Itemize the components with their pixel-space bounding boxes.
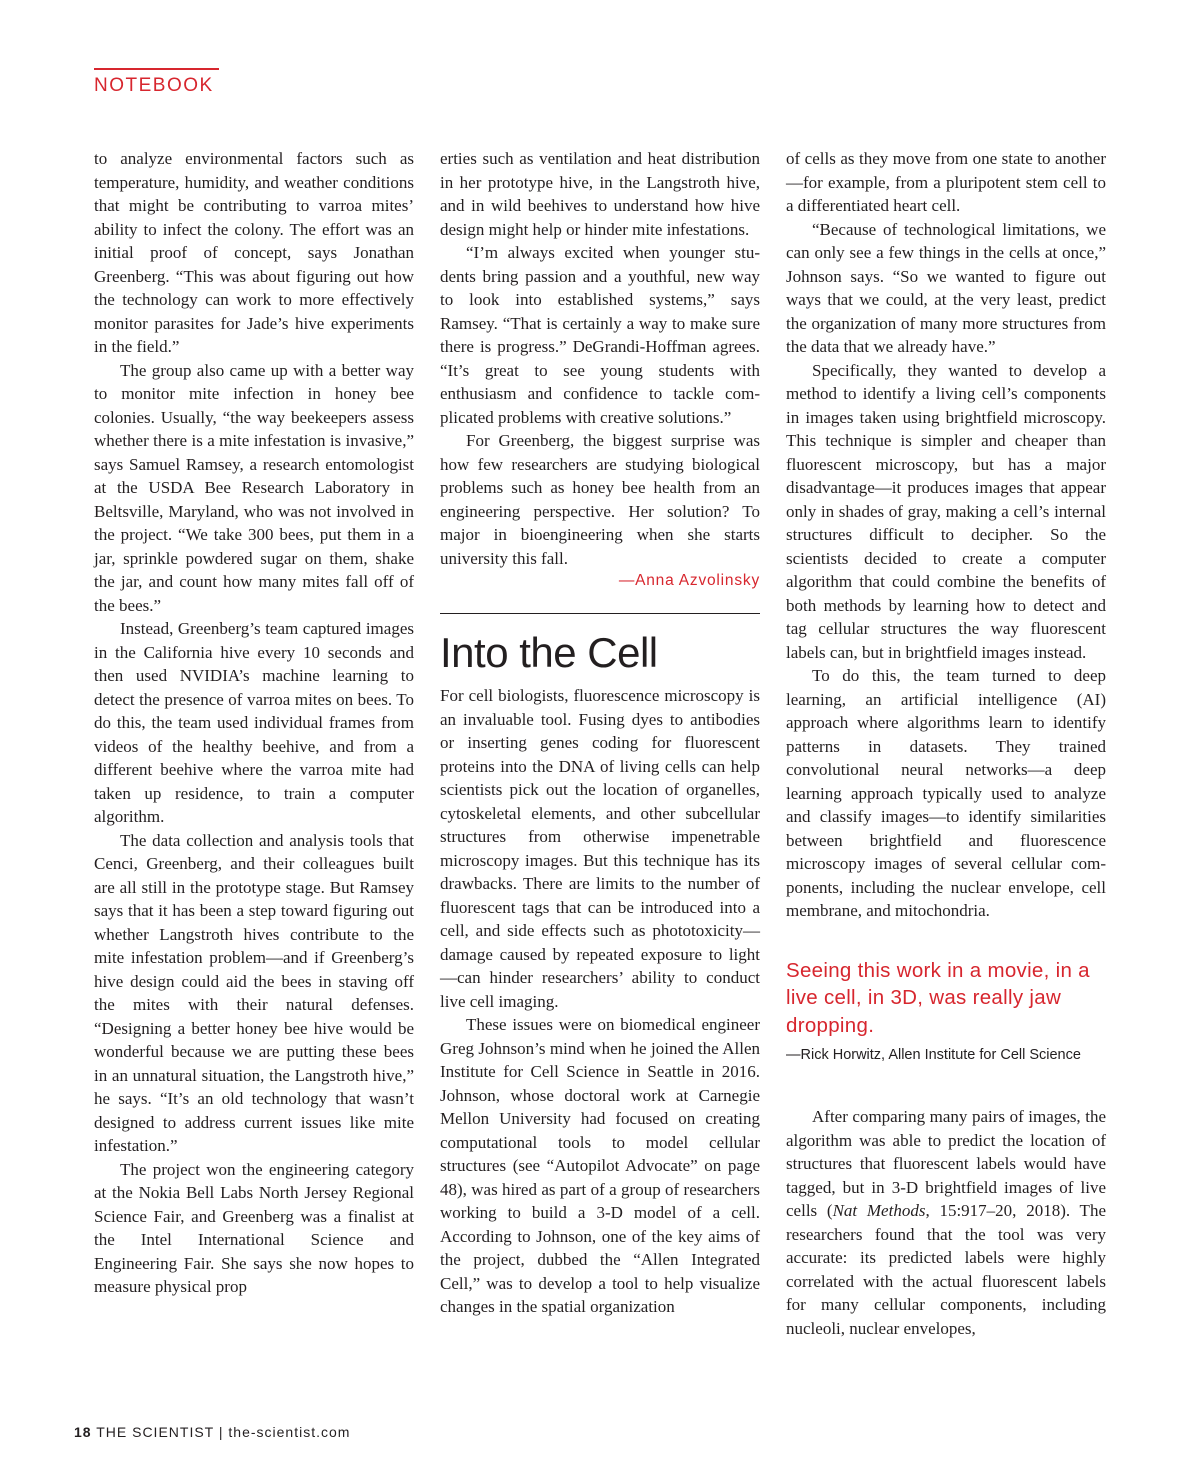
article-title: Into the Cell [440, 629, 658, 676]
column-2 [440, 147, 760, 1319]
paragraph: To do this, the team turned to deep learning, an artificial intelligence (AI) approach where algorithms learn to identify patterns in datasets. They trained convolutional neural networks—a deep learning approach typically used to analyze and classify images—to identify similarities between brightfield and fluorescence microscopy images of several cellular components, including the nuclear envelope, cell membrane, and mitochondria. [786, 666, 1106, 920]
paragraph: of cells as they move from one state to another—for example, from a pluripotent stem cell to a differentiated heart cell. [786, 149, 1106, 215]
footer-separator: | [218, 1424, 224, 1440]
paragraph: “I’m always excited when younger students bring passion and a youthful, new way to look into established systems,” says Ramsey. “That is certainly a way to make sure there is progress.” DeGrandi-Hoffman agrees. “It’s great to see young students with enthusiasm and confidence to tackle complicated problems with creative solutions.” [440, 243, 760, 427]
pull-quote-attribution: —Rick Horwitz, Allen Institute for Cell Science [786, 1047, 1081, 1063]
page-number: 18 [74, 1424, 92, 1440]
paragraph: The group also came up with a better way to monitor mite infection in honey bee colonies. Usually, “the way beekeepers assess whether there is a mite infestation is invasive,” says Samuel Ramsey, a research entomologist at the USDA Bee Research Laboratory in Beltsville, Maryland, who was not involved in the project. “We take 300 bees, put them in a jar, sprinkle powdered sugar on them, shake the jar, and count how many mites fall off of the bees.” [94, 360, 414, 615]
paragraph: For cell biologists, fluorescence microscopy is an invaluable tool. Fusing dyes to antibodies or inserting genes coding for fluorescent proteins into the DNA of living cells can help scientists pick out the location of organelles, cytoskeletal elements, and other subcellular structures from otherwise impenetrable microscopy images. But this technique has its drawbacks. There are limits to the number of fluorescent tags that can be introduced into a cell, and side effects such as phototoxicity—damage caused by repeated exposure to light—can hinder researchers’ ability to conduct live cell imaging. [440, 686, 760, 1011]
page-footer [74, 1424, 350, 1440]
website-link[interactable]: the-scientist.com [228, 1424, 351, 1440]
paragraph: These issues were on biomedical engineer Greg Johnson’s mind when he joined the Allen Institute for Cell Science in Seattle in 2016. Johnson, whose doctoral work at Carnegie Mellon University had focused on creating computational tools to model cellular structures (see “Autopilot Advocate” on page 48), was hired as part of a group of researchers working to build a 3-D model of a cell. According to Johnson, one of the key aims of the project, dubbed the “Allen Integrated Cell,” was to develop a tool to help visualize changes in the spatial organization [440, 1015, 760, 1316]
paragraph: Instead, Greenberg’s team captured images in the California hive every 10 seconds and then used NVIDIA’s machine learning to detect the presence of varroa mites on bees. To do this, the team used individual frames from videos of the healthy beehive, and from a different beehive where the varroa mite had taken up residence, to train a computer algorithm. [94, 619, 414, 826]
paragraph: erties such as ventilation and heat distribution in her prototype hive, in the Langstroth hive, and in wild beehives to understand how hive design might help or hinder mite infestations. [440, 149, 760, 239]
article-byline: —Anna Azvolinsky [618, 572, 760, 589]
paragraph-text: After comparing many pairs of images, the algorithm was able to predict the location of structures that fluorescent labels would have tagged, but in 3-D brightfield images of live cells ( [786, 1107, 1106, 1220]
section-rule [94, 68, 219, 70]
paragraph-text: , 15:917–20, 2018). The researchers found that the tool was very accurate: its predicted labels were highly correlated with the actual fluorescent labels for many cellular components, including nucleoli, nuclear envelopes, [786, 1201, 1106, 1338]
column-3 [786, 147, 1106, 1340]
column-1 [94, 147, 414, 1299]
paragraph: The project won the engineering category at the Nokia Bell Labs North Jersey Regional Science Fair, and Greenberg was a finalist at the Intel International Science and Engineering Fair. She says she now hopes to measure physical prop [94, 1159, 414, 1296]
paragraph: For Greenberg, the biggest surprise was how few researchers are studying biological problems such as honey bee health from an engineering perspective. Her solution? To major in bioengineering when she starts university this fall. [440, 431, 760, 568]
paragraph: Specifically, they wanted to develop a method to identify a living cell’s components in images taken using brightfield microscopy. This technique is simpler and cheaper than fluorescent microscopy, but has a major disadvantage—it produces images that appear only in shades of gray, making a cell’s internal structures difficult to decipher. So the scientists decided to create a computer algorithm that could combine the benefits of both methods by learning how to detect and tag cellular structures the way fluorescent labels can, but in brightfield images instead. [786, 360, 1106, 662]
paragraph: The data collection and analysis tools that Cenci, Greenberg, and their colleagues built are all still in the prototype stage. But Ramsey says that it has been a step toward figuring out whether Langstroth hives contribute to the mite infestation problem—and if Greenberg’s hive design could aid the bees in staving off the mites with their natural defenses. “Designing a better honey bee hive would be wonderful because we are putting these bees in an unnatural situation, the Langstroth hive,” he says. “It’s an old technology that wasn’t designed to address current issues like mite infestation.” [94, 830, 414, 1155]
publication-name: THE SCIENTIST [96, 1424, 214, 1440]
paragraph [786, 1105, 1106, 1340]
paragraph: to analyze environmental factors such as temperature, humidity, and weather conditions that might be contributing to varroa mites’ ability to infect the colony. The effort was an initial proof of concept, says Jonathan Greenberg. “This was about figuring out how the technology can work to more effectively monitor parasites for Jade’s hive experiments in the field.” [94, 149, 414, 356]
article-divider [440, 613, 760, 614]
journal-citation: Nat Methods [832, 1201, 926, 1220]
paragraph: “Because of technological limitations, we can only see a few things in the cells at once,” Johnson says. “So we wanted to figure out ways that we could, at the very least, predict the organization of many more structures from the data that we already have.” [786, 219, 1106, 356]
pull-quote: Seeing this work in a movie, in a live cell, in 3D, was really jaw dropping. [786, 958, 1090, 1037]
section-label: NOTEBOOK [94, 75, 214, 96]
